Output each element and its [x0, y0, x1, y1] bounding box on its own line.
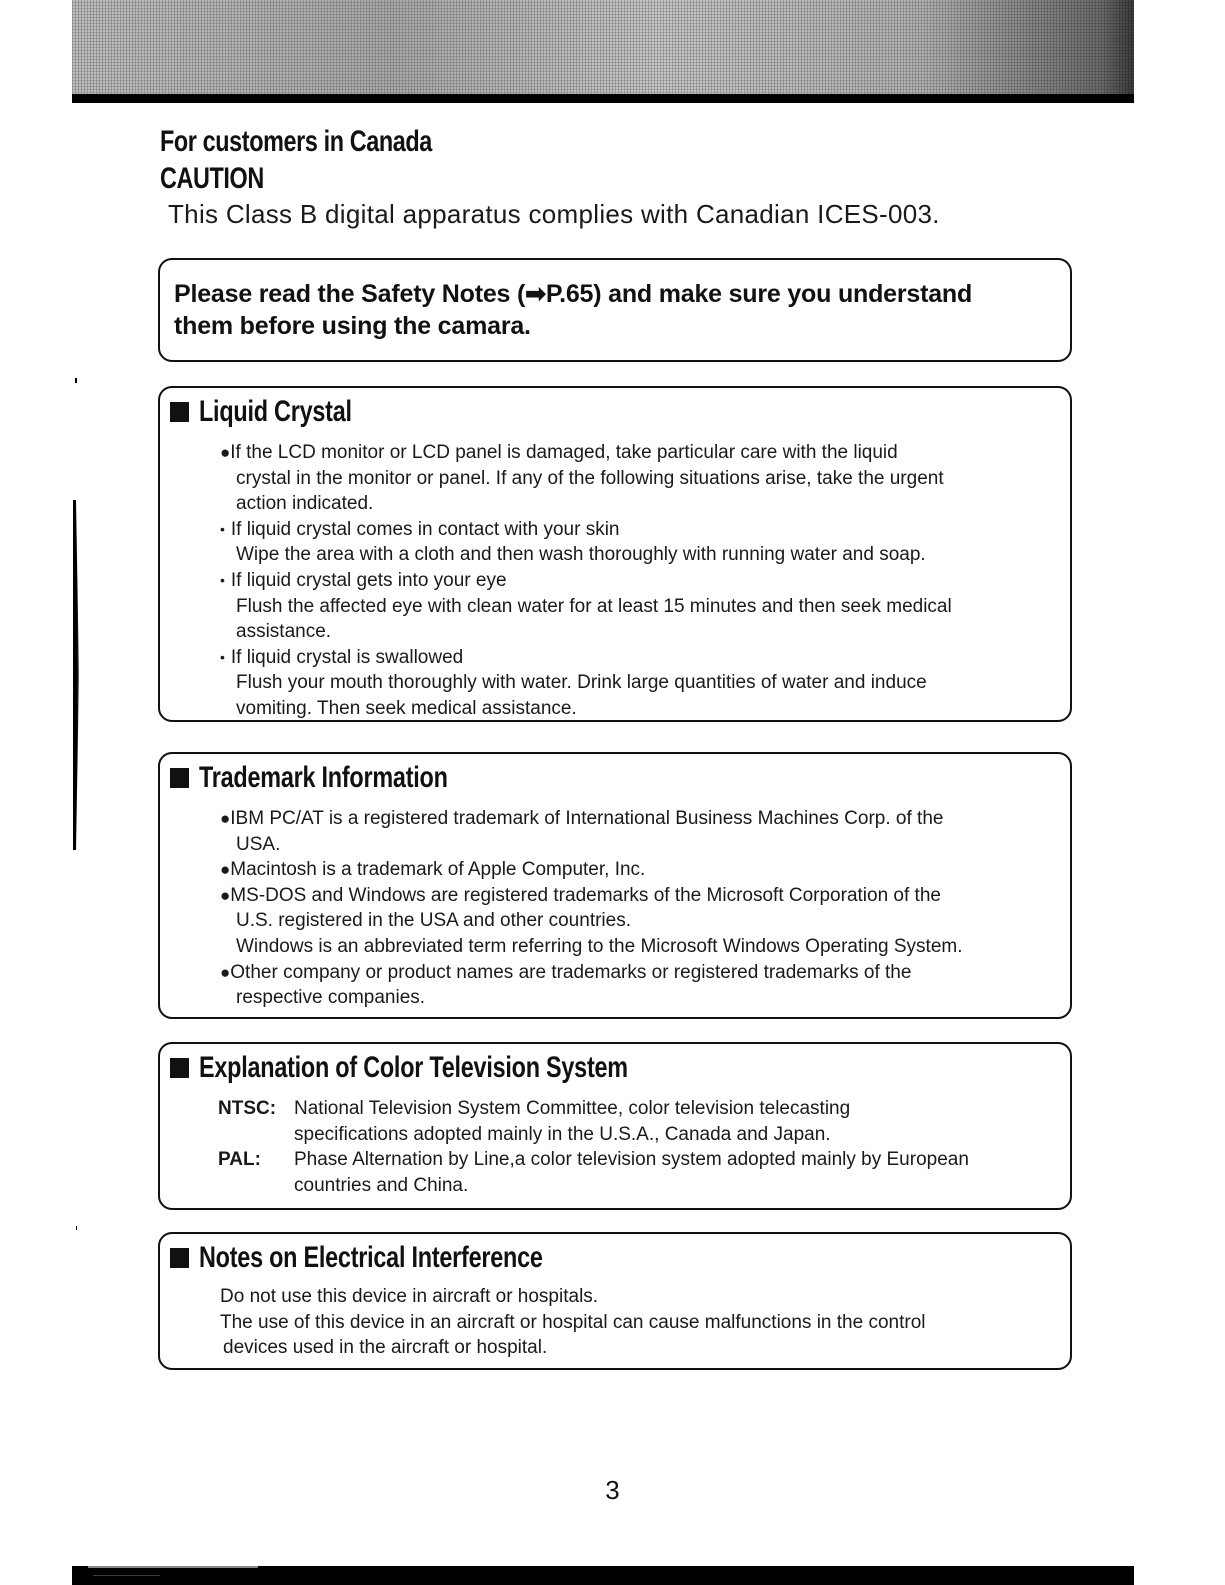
sub-list-text: Flush your mouth thoroughly with water. Drink large quantities of water and induce — [236, 672, 927, 694]
section-color-tv — [158, 1042, 1072, 1210]
scan-speck — [76, 1226, 77, 1230]
paragraph-line: Do not use this device in aircraft or hospitals. — [220, 1286, 599, 1307]
footer-band-accent — [93, 1575, 160, 1576]
sub-list-text: assistance. — [236, 621, 332, 643]
section-title: Trademark Information — [199, 761, 448, 794]
sub-list-text: Wipe the area with a cloth and then wash thoroughly with running water and soap. — [236, 544, 926, 566]
definition-term: PAL: — [218, 1149, 261, 1171]
bullet-icon: ● — [220, 809, 231, 828]
list-item-continuation: Windows is an abbreviated term referring to the Microsoft Windows Operating System. — [236, 935, 963, 957]
square-bullet-icon — [170, 1058, 189, 1078]
notice-line: Please read the Safety Notes (➡P.65) and make sure you understand — [174, 280, 973, 308]
footer-band — [72, 1566, 1134, 1585]
scan-margin-mark — [73, 500, 79, 850]
section-heading — [170, 394, 395, 430]
square-bullet-icon — [170, 402, 189, 422]
sub-list-text: Flush the affected eye with clean water for at least 15 minutes and then seek medical — [236, 595, 952, 617]
definition-pal — [218, 1147, 1078, 1198]
caution-heading: CAUTION — [160, 162, 264, 195]
list-item: ●If the LCD monitor or LCD panel is damaged, take particular care with the liquid — [220, 442, 898, 463]
list-item-continuation: USA. — [236, 833, 281, 855]
list-item-continuation: respective companies. — [236, 987, 426, 1009]
list-item: ●MS-DOS and Windows are registered trademarks of the Microsoft Corporation of the — [220, 884, 941, 906]
sub-list-item: • If liquid crystal is swallowed — [220, 646, 464, 668]
section-heading — [170, 1240, 640, 1276]
bullet-icon: • — [220, 571, 225, 588]
bullet-icon: • — [220, 648, 225, 665]
list-item-continuation: U.S. registered in the USA and other countries. — [236, 910, 631, 932]
page-number: 3 — [605, 1475, 620, 1505]
definition-text: Phase Alternation by Line,a color television system adopted mainly by European countries and China. — [294, 1149, 969, 1196]
section-body — [220, 440, 1060, 722]
bullet-icon: ● — [220, 860, 231, 880]
header-texture-band — [72, 0, 1134, 96]
square-bullet-icon — [170, 768, 189, 788]
paragraph-line: The use of this device in an aircraft or hospital can cause malfunctions in the control — [220, 1311, 926, 1333]
bullet-icon: • — [220, 520, 225, 537]
notice-line: them before using the camara. — [174, 312, 531, 340]
list-item-continuation: action indicated. — [236, 493, 374, 515]
section-body — [218, 1096, 1078, 1198]
section-title: Liquid Crystal — [199, 395, 352, 428]
section-title: Explanation of Color Television System — [199, 1051, 628, 1084]
section-liquid-crystal — [158, 386, 1072, 722]
list-item-continuation: crystal in the monitor or panel. If any of the following situations arise, take the urgent — [236, 467, 944, 489]
section-title: Notes on Electrical Interference — [199, 1241, 543, 1274]
scan-speck — [75, 378, 77, 383]
definition-text: National Television System Committee, color television telecasting specifications adopted mainly in the U.S.A., Canada and Japan. — [294, 1098, 851, 1145]
bullet-icon: ● — [220, 443, 231, 462]
bullet-icon: ● — [220, 885, 231, 905]
section-body — [220, 1284, 1060, 1361]
sub-list-item: • If liquid crystal comes in contact with your skin — [220, 518, 620, 540]
section-trademark — [158, 752, 1072, 1019]
section-electrical-interference — [158, 1232, 1072, 1370]
ices-compliance-text: This Class B digital apparatus complies with Canadian ICES-003. — [168, 199, 940, 229]
sub-list-text: vomiting. Then seek medical assistance. — [236, 697, 577, 719]
list-item: ●IBM PC/AT is a registered trademark of International Business Machines Corp. of the — [220, 808, 944, 829]
list-item: ●Other company or product names are trademarks or registered trademarks of the — [220, 961, 912, 983]
list-item: ●Macintosh is a trademark of Apple Computer, Inc. — [220, 859, 646, 881]
paragraph-line: devices used in the aircraft or hospital. — [223, 1337, 548, 1359]
safety-notice-text — [174, 278, 1074, 342]
section-heading — [170, 1050, 749, 1086]
safety-notice-box — [158, 258, 1072, 362]
sub-list-item: • If liquid crystal gets into your eye — [220, 569, 507, 591]
page-title: For customers in Canada — [160, 125, 432, 158]
section-body — [220, 806, 1060, 1011]
footer-band-highlight — [88, 1566, 258, 1568]
square-bullet-icon — [170, 1248, 189, 1268]
header-rule — [72, 94, 1134, 103]
bullet-icon: ● — [220, 962, 231, 982]
definition-term: NTSC: — [218, 1098, 277, 1119]
section-heading — [170, 760, 518, 796]
definition-ntsc — [218, 1096, 1078, 1147]
